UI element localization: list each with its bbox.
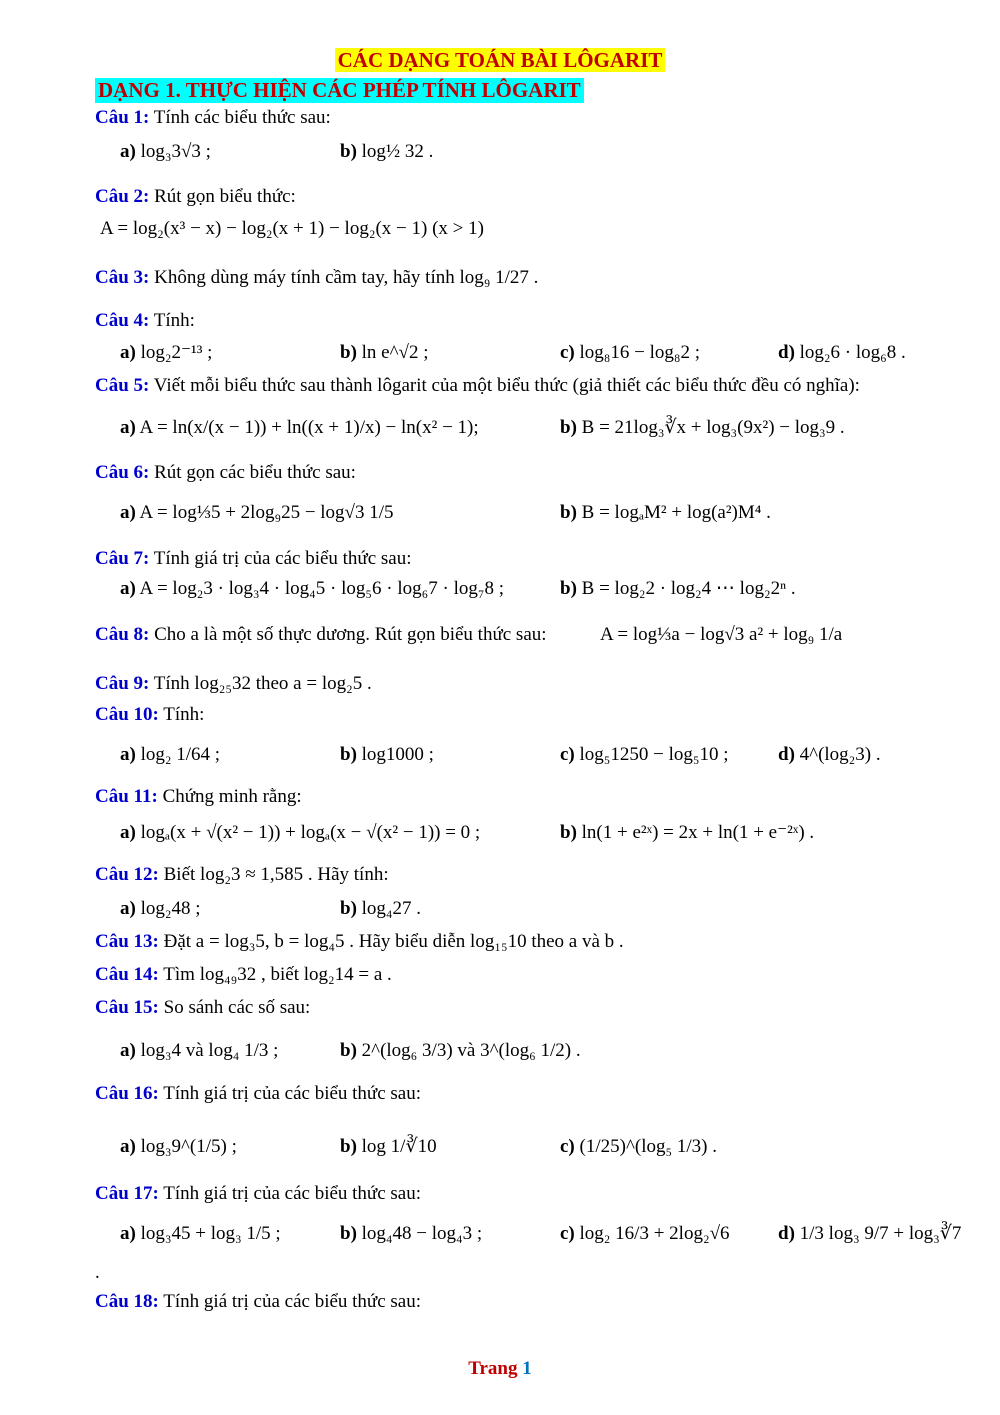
- q11-part-b: b) ln(1 + e²ˣ) = 2x + ln(1 + e⁻²ˣ) .: [560, 822, 815, 843]
- q17-part-d: d) 1/3 log₃ 9/7 + log₃∛7: [778, 1223, 962, 1244]
- question-18: Câu 18: Tính giá trị của các biểu thức sau:: [95, 1291, 422, 1312]
- q17-part-c: c) log₂ 16/3 + 2log₂√6: [560, 1223, 730, 1244]
- q2-expression: A = log₂(x³ − x) − log₂(x + 1) − log₂(x − 1) (x > 1): [100, 218, 484, 239]
- q6-part-b: b) B = logₐM² + log(a²)M⁴ .: [560, 502, 771, 523]
- q5-part-b: b) B = 21log₃∛x + log₃(9x²) − log₃9 .: [560, 417, 845, 438]
- q17-part-b: b) log₄48 − log₄3 ;: [340, 1223, 483, 1244]
- question-13: Câu 13: Đặt a = log₃5, b = log₄5 . Hãy biểu diễn log₁₅10 theo a và b .: [95, 931, 624, 952]
- section-heading: DẠNG 1. THỰC HIỆN CÁC PHÉP TÍNH LÔGARIT: [95, 78, 584, 103]
- q1-part-a: a) log₃3√3 ;: [120, 141, 211, 162]
- question-14: Câu 14: Tìm log₄₉32 , biết log₂14 = a .: [95, 964, 392, 985]
- stray-period: .: [95, 1262, 100, 1283]
- q6-part-a: a) A = log⅓5 + 2log₉25 − log√3 1/5: [120, 502, 394, 523]
- q5-part-a: a) A = ln(x/(x − 1)) + ln((x + 1)/x) − ln(x² − 1);: [120, 417, 479, 438]
- question-6: Câu 6: Rút gọn các biểu thức sau:: [95, 462, 356, 483]
- q15-part-b: b) 2^(log₆ 3/3) và 3^(log₆ 1/2) .: [340, 1040, 581, 1061]
- q7-part-b: b) B = log₂2 · log₂4 ⋯ log₂2ⁿ .: [560, 578, 796, 599]
- q8-expression: A = log⅓a − log√3 a² + log₉ 1/a: [600, 624, 843, 645]
- q16-part-b: b) log 1/∛10: [340, 1136, 437, 1157]
- q4-part-d: d) log₂6 · log₆8 .: [778, 342, 906, 363]
- q17-part-a: a) log₃45 + log₃ 1/5 ;: [120, 1223, 281, 1244]
- question-11: Câu 11: Chứng minh rằng:: [95, 786, 302, 807]
- question-4: Câu 4: Tính:: [95, 310, 195, 331]
- page-footer: Trang 1: [468, 1358, 532, 1379]
- question-8: Câu 8: Cho a là một số thực dương. Rút gọn biểu thức sau:: [95, 624, 547, 645]
- q4-part-a: a) log₂2⁻¹³ ;: [120, 342, 213, 363]
- question-3: Câu 3: Không dùng máy tính cầm tay, hãy tính log₉ 1/27 .: [95, 267, 539, 288]
- q4-part-c: c) log₈16 − log₈2 ;: [560, 342, 701, 363]
- question-1: Câu 1: Tính các biểu thức sau:: [95, 107, 331, 128]
- q12-part-a: a) log₂48 ;: [120, 898, 201, 919]
- q7-part-a: a) A = log₂3 · log₃4 · log₄5 · log₅6 · log₆7 · log₇8 ;: [120, 578, 505, 599]
- q10-part-a: a) log₂ 1/64 ;: [120, 744, 221, 765]
- question-17: Câu 17: Tính giá trị của các biểu thức sau:: [95, 1183, 422, 1204]
- question-10: Câu 10: Tính:: [95, 704, 205, 725]
- question-12: Câu 12: Biết log₂3 ≈ 1,585 . Hãy tính:: [95, 864, 389, 885]
- question-9: Câu 9: Tính log₂₅32 theo a = log₂5 .: [95, 673, 372, 694]
- question-5: Câu 5: Viết mỗi biểu thức sau thành lôgarit của một biểu thức (giả thiết các biểu thức đều có nghĩa):: [95, 375, 860, 396]
- q15-part-a: a) log₃4 và log₄ 1/3 ;: [120, 1040, 279, 1061]
- question-16: Câu 16: Tính giá trị của các biểu thức sau:: [95, 1083, 422, 1104]
- question-15: Câu 15: So sánh các số sau:: [95, 997, 311, 1018]
- question-2: Câu 2: Rút gọn biểu thức:: [95, 186, 296, 207]
- q16-part-c: c) (1/25)^(log₅ 1/3) .: [560, 1136, 717, 1157]
- q4-part-b: b) ln e^√2 ;: [340, 342, 429, 363]
- q1-part-b: b) log½ 32 .: [340, 141, 434, 162]
- question-7: Câu 7: Tính giá trị của các biểu thức sau:: [95, 548, 412, 569]
- q10-part-b: b) log1000 ;: [340, 744, 434, 765]
- document-title: CÁC DẠNG TOÁN BÀI LÔGARIT: [0, 48, 1000, 73]
- q10-part-d: d) 4^(log₂3) .: [778, 744, 881, 765]
- q11-part-a: a) logₐ(x + √(x² − 1)) + logₐ(x − √(x² − 1)) = 0 ;: [120, 822, 481, 843]
- q12-part-b: b) log₄27 .: [340, 898, 422, 919]
- q16-part-a: a) log₃9^(1/5) ;: [120, 1136, 237, 1157]
- q10-part-c: c) log₅1250 − log₅10 ;: [560, 744, 729, 765]
